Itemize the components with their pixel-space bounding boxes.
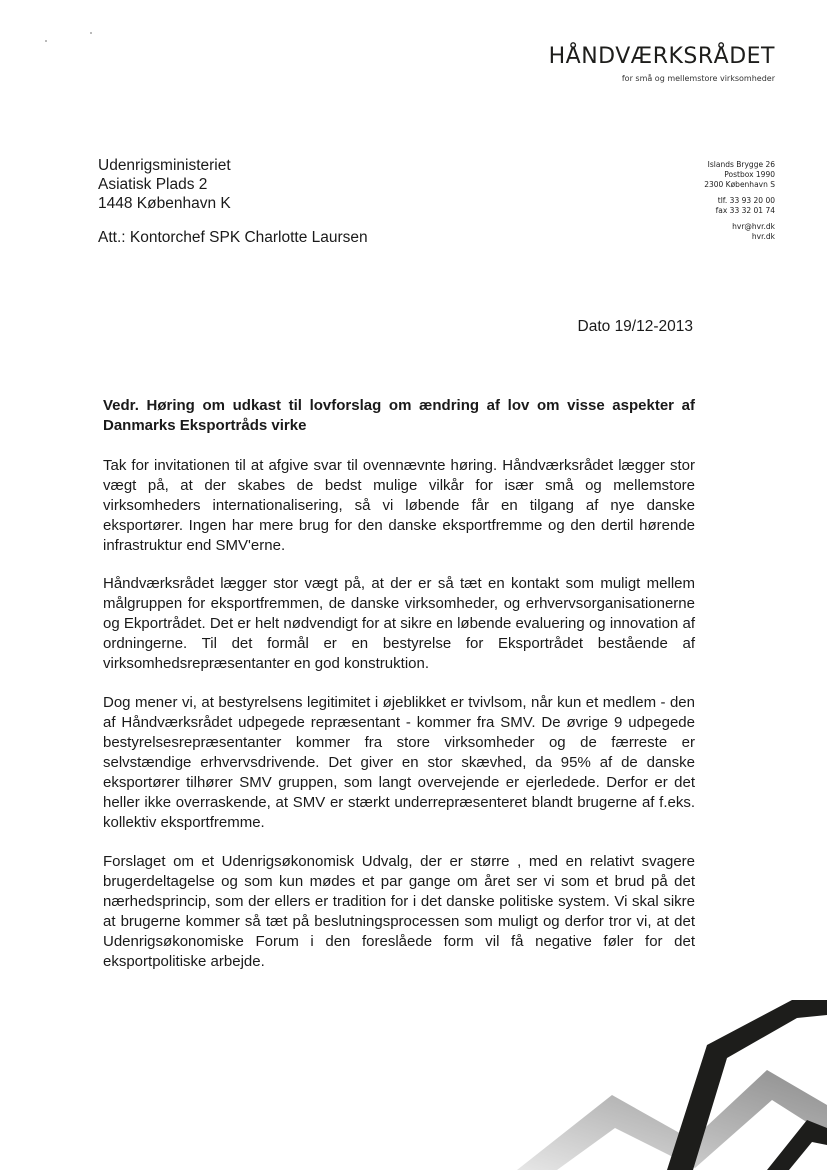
sender-email: hvr@hvr.dk [732, 222, 775, 231]
scan-specks [40, 28, 100, 48]
sender-postbox: Postbox 1990 [724, 170, 775, 179]
recipient-street: Asiatisk Plads 2 [98, 176, 208, 193]
recipient-name: Udenrigsministeriet [98, 157, 231, 174]
attention-line: Att.: Kontorchef SPK Charlotte Laursen [98, 229, 368, 246]
body-paragraph-2: Håndværksrådet lægger stor vægt på, at der er så tæt en kontakt som muligt mellem målgruppen for eksportfremmen, de danske virksomheder, og erhvervsorganisationerne og Ekportrådet. Det er helt nødvendigt for at sikre en løbende evaluering og innovation af ordningerne. Til det formål er en bestyrelse for Eksportrådet bestående af virksomhedsrepræsentanter en god konstruktion. [103, 575, 695, 672]
recipient-address [98, 156, 231, 213]
sender-city: 2300 København S [704, 180, 775, 189]
body-paragraph-4: Forslaget om et Udenrigsøkonomisk Udvalg, der er større , med en relativt svagere brugerdeltagelse og som kun mødes et par gange om året ser vi som et brud på det nærhedsprincip, som der ellers er tradition for i det danske politiske system. Vi skal sikre at brugerne kommer så tæt på beslutningsprocessen som muligt og derfor tror vi, at det Udenrigsøkonomiske Forum i den foreslåede form vil få negative føler for det eksportpolitiske arbejde. [103, 853, 695, 970]
sender-address [704, 160, 775, 242]
org-logo-title: HÅNDVÆRKSRÅDET [548, 44, 775, 69]
sender-street: Islands Brygge 26 [707, 160, 775, 169]
sender-web: hvr.dk [751, 232, 775, 241]
body-paragraph-1: Tak for invitationen til at afgive svar til ovennævnte høring. Håndværksrådet lægger stor vægt på, at der skabes de bedst mulige vilkår for især små og mellemstore virksomheders internationalisering, så vi løbende får en tilgang af nye danske eksportører. Ingen har mere brug for den danske eksportfremme og den dertil hørende infrastruktur end SMV'erne. [103, 457, 695, 554]
logo-swoosh-graphic [517, 1000, 827, 1170]
org-tagline: for små og mellemstore virksomheder [621, 74, 775, 83]
sender-fax: fax 33 32 01 74 [715, 206, 775, 215]
body-paragraph-3: Dog mener vi, at bestyrelsens legitimitet i øjeblikket er tvivlsom, når kun et medlem - den af Håndværksrådet udpegede repræsentant - kommer fra SMV. De øvrige 9 udpegede bestyrelsesrepræsentanter kommer fra store virksomheder og de færreste er selvstændige erhvervsdrivende. Det giver en stor skævhed, da 95% af de danske eksportører tilhører SMV gruppen, som langt overvejende er ejerledede. Derfor er det heller ikke overraskende, at SMV er stærkt underrepræsenteret blandt brugerne af f.eks. kollektiv eksportfremme. [103, 694, 695, 831]
sender-phone: tlf. 33 93 20 00 [717, 196, 775, 205]
swoosh-dark-lower [767, 1120, 827, 1170]
letter-subject: Vedr. Høring om udkast til lovforslag om ændring af lov om visse aspekter af Danmarks Eksportråds virke [103, 397, 695, 434]
letter-date: Dato 19/12-2013 [577, 318, 693, 335]
recipient-city: 1448 København K [98, 195, 231, 212]
